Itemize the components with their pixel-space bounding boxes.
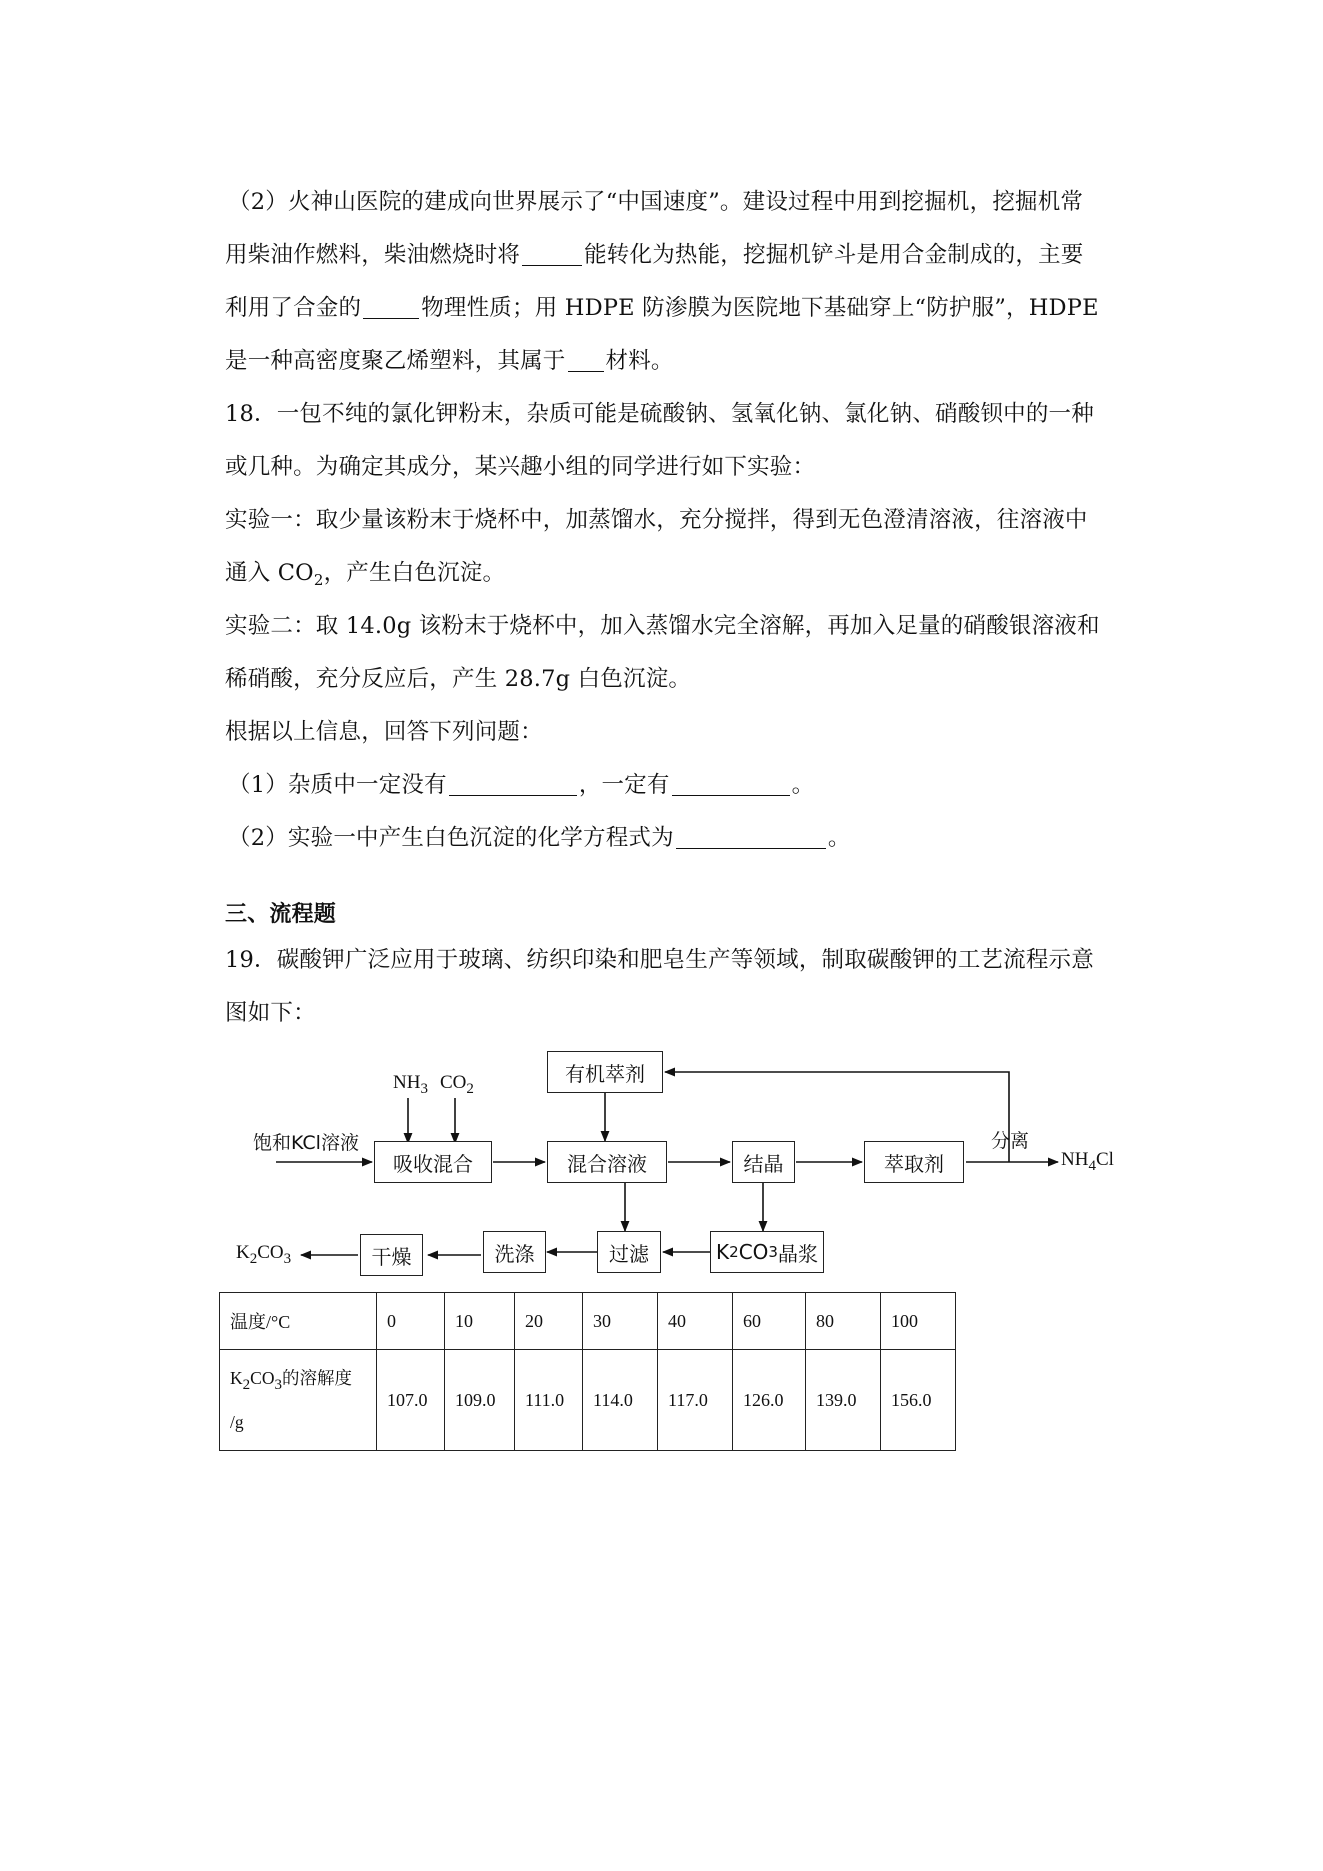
slurry-text: K [716, 1240, 730, 1264]
table-cell: 117.0 [658, 1350, 733, 1451]
nh4cl-text: Cl [1095, 1149, 1114, 1170]
answer-blank-energy[interactable] [522, 243, 582, 266]
table-cell: 100 [881, 1293, 956, 1350]
q17-part2-line1: （2）火神山医院的建成向世界展示了“中国速度”。建设过程中用到挖掘机，挖掘机常 [228, 189, 1084, 215]
q18-text: 。 [791, 772, 815, 798]
table-cell: 114.0 [583, 1350, 658, 1451]
table-cell: 107.0 [377, 1350, 445, 1451]
q18-sub1 [228, 770, 1128, 800]
q18-text: ，产生白色沉淀。 [323, 560, 506, 586]
q17-text: 是一种高密度聚乙烯塑料，其属于 [225, 348, 566, 374]
q18-exp2-line1: 实验二：取 14.0g 该粉末于烧杯中，加入蒸馏水完全溶解，再加入足量的硝酸银溶液和 [225, 613, 1100, 639]
table-row-temperature [220, 1293, 956, 1350]
section-title: 三、流程题 [225, 901, 337, 927]
product-text: CO [257, 1242, 284, 1263]
q18-text: ，一定有 [578, 772, 670, 798]
slurry-text: CO [738, 1240, 769, 1264]
table-cell: 111.0 [515, 1350, 583, 1451]
nh3-text: NH [393, 1072, 421, 1093]
subscript: 3 [283, 1251, 292, 1267]
answer-blank-property[interactable] [363, 296, 419, 319]
table-cell: 0 [377, 1293, 445, 1350]
q17-text: 材料。 [605, 348, 674, 374]
q17-part2-line3 [225, 293, 1125, 323]
slurry-text: 晶浆 [777, 1241, 818, 1266]
table-row-header [220, 1350, 377, 1451]
q18-prompt: 根据以上信息，回答下列问题： [225, 719, 543, 745]
label-saturated-kcl: 饱和KCl溶液 [253, 1132, 359, 1154]
q17-part2-line4 [225, 346, 1125, 376]
table-cell: 30 [583, 1293, 658, 1350]
q18-text: （1）杂质中一定没有 [228, 772, 447, 798]
subscript: 4 [1088, 1158, 1096, 1174]
answer-blank-present[interactable] [672, 773, 790, 796]
box-dry: 干燥 [360, 1234, 423, 1276]
label-co2 [440, 1072, 474, 1097]
subscript: 2 [242, 1377, 251, 1393]
box-mixed-solution: 混合溶液 [547, 1141, 667, 1183]
q17-text: 利用了合金的 [225, 295, 362, 321]
q17-text: 用柴油作燃料，柴油燃烧时将 [225, 242, 521, 268]
q19-line2: 图如下： [225, 1000, 316, 1026]
q19-line1: 19．碳酸钾广泛应用于玻璃、纺织印染和肥皂生产等领域，制取碳酸钾的工艺流程示意 [225, 947, 1094, 973]
row-header-line2: /g [230, 1412, 244, 1432]
table-cell: 109.0 [445, 1350, 515, 1451]
q18-exp1-line2 [225, 558, 1125, 588]
q18-text: 通入 CO [225, 560, 314, 586]
table-cell: 156.0 [881, 1350, 956, 1451]
label-nh4cl [1061, 1149, 1114, 1174]
header-text: 的溶解度 [281, 1368, 352, 1388]
table-cell: 20 [515, 1293, 583, 1350]
q18-text: 。 [827, 825, 851, 851]
subscript: 2 [249, 1251, 258, 1267]
solubility-table [219, 1292, 956, 1451]
box-extractant: 萃取剂 [864, 1141, 964, 1183]
box-k2co3-slurry: K 2 CO 3 晶浆 [710, 1231, 824, 1273]
subscript: 3 [420, 1081, 428, 1097]
answer-blank-absent[interactable] [449, 773, 577, 796]
answer-blank-equation[interactable] [676, 826, 826, 849]
label-nh3 [393, 1072, 428, 1097]
nh4cl-text: NH [1061, 1149, 1089, 1170]
box-absorb-mix: 吸收混合 [374, 1141, 492, 1183]
table-cell: 139.0 [806, 1350, 881, 1451]
header-text: K [230, 1368, 243, 1388]
box-wash: 洗涤 [483, 1231, 546, 1273]
subscript: 3 [274, 1377, 282, 1393]
q18-exp2-line2: 稀硝酸，充分反应后，产生 28.7g 白色沉淀。 [225, 666, 692, 692]
co2-text: CO [440, 1072, 467, 1093]
row-header-line1 [230, 1356, 366, 1400]
table-cell: 40 [658, 1293, 733, 1350]
header-text: CO [250, 1368, 275, 1388]
box-crystallize: 结晶 [732, 1141, 795, 1183]
label-separate: 分离 [991, 1130, 1030, 1152]
table-cell: 60 [733, 1293, 806, 1350]
q18-exp1-line1: 实验一：取少量该粉末于烧杯中，加蒸馏水，充分搅拌，得到无色澄清溶液，往溶液中 [225, 507, 1088, 533]
answer-blank-material[interactable] [568, 349, 604, 372]
label-k2co3-product [236, 1242, 292, 1267]
q17-part2-line2 [225, 240, 1125, 270]
q18-line1: 18．一包不纯的氯化钾粉末，杂质可能是硫酸钠、氢氧化钠、氯化钠、硝酸钡中的一种 [225, 401, 1094, 427]
table-row-solubility [220, 1350, 956, 1451]
box-organic-extractant: 有机萃剂 [547, 1051, 663, 1093]
q17-text: 能转化为热能，挖掘机铲斗是用合金制成的，主要 [584, 242, 1084, 268]
table-cell: 80 [806, 1293, 881, 1350]
subscript: 2 [313, 571, 324, 589]
q17-text: 物理性质；用 HDPE 防渗膜为医院地下基础穿上“防护服”，HDPE [421, 295, 1099, 321]
product-text: K [236, 1242, 250, 1263]
box-filter: 过滤 [597, 1231, 661, 1273]
table-cell: 10 [445, 1293, 515, 1350]
subscript: 2 [466, 1081, 474, 1097]
table-row-header: 温度/°C [220, 1293, 377, 1350]
q18-text: （2）实验一中产生白色沉淀的化学方程式为 [228, 825, 674, 851]
q18-line2: 或几种。为确定其成分，某兴趣小组的同学进行如下实验： [225, 454, 816, 480]
q18-sub2 [228, 823, 1128, 853]
table-cell: 126.0 [733, 1350, 806, 1451]
